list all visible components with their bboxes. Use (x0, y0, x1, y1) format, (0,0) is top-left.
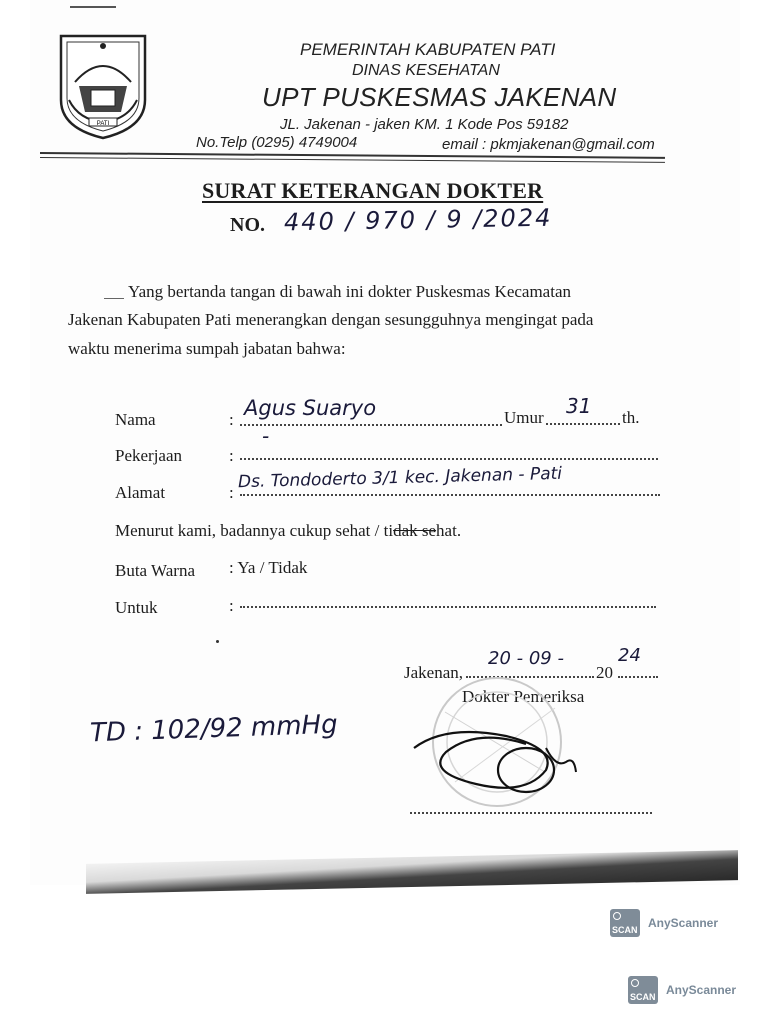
year-prefix: 20 (596, 663, 613, 682)
address-dotted-line (240, 494, 660, 496)
color-blind-label: Buta Warna (115, 561, 195, 580)
job-dotted-line (240, 458, 658, 460)
health-statement-struck: dak se (393, 521, 437, 540)
color-blind-options: : Ya / Tidak (229, 558, 308, 577)
name-handwritten: Agus Suaryo (244, 396, 377, 420)
scanner-label: AnyScanner (666, 983, 737, 997)
date-handwritten: 20 - 09 - (488, 648, 564, 669)
scanner-watermark (610, 909, 718, 937)
address-handwritten: Ds. Tondoderto 3/1 kec. Jakenan - Pati (237, 463, 563, 493)
ink-dot (216, 640, 219, 643)
institution-email: email : pkmjakenan@gmail.com (442, 136, 655, 153)
age-handwritten: 31 (566, 394, 592, 418)
place-label: Jakenan, (404, 663, 464, 682)
document-number-label: NO. (230, 214, 265, 236)
regency-emblem-logo (55, 30, 151, 142)
scan-edge-mark (70, 6, 116, 8)
doctor-signature (406, 718, 586, 798)
age-label: Umur (504, 408, 544, 427)
agency-header-line: DINAS KESEHATAN (352, 62, 500, 79)
health-statement-prefix: Menurut kami, badannya cukup sehat / ti (115, 521, 394, 540)
scanner-app-icon: SCAN (610, 909, 640, 937)
year-handwritten: 24 (618, 645, 641, 666)
scanner-label: AnyScanner (648, 916, 719, 930)
examiner-role: Dokter Pemeriksa (462, 687, 585, 706)
health-statement-suffix: hat. (436, 521, 462, 540)
pen-stroke-mark (104, 298, 124, 299)
name-label: Nama (115, 410, 156, 429)
name-dotted-line (240, 424, 502, 426)
intro-line-2: Jakenan Kabupaten Pati menerangkan dengan sesungguhnya mengingat pada (68, 310, 594, 329)
document-number-handwritten: 440 / 970 / 9 /2024 (283, 203, 553, 237)
job-handwritten: - (262, 424, 270, 448)
institution-name: UPT PUSKESMAS JAKENAN (262, 82, 617, 112)
address-colon: : (229, 483, 234, 502)
job-colon: : (229, 446, 234, 465)
health-statement (115, 521, 461, 541)
job-label: Pekerjaan (115, 446, 183, 465)
purpose-colon: : (229, 596, 234, 615)
intro-line-1: Yang bertanda tangan di bawah ini dokter Puskesmas Kecamatan (128, 282, 571, 301)
purpose-label: Untuk (115, 598, 158, 617)
age-dotted-line (546, 423, 620, 425)
institution-phone: No.Telp (0295) 4749004 (196, 134, 358, 151)
svg-text:PATI: PATI (96, 121, 110, 127)
age-unit: th. (622, 408, 640, 427)
document-title: SURAT KETERANGAN DOKTER (202, 178, 544, 203)
blood-pressure-note: TD : 102/92 mmHg (89, 709, 339, 749)
address-label: Alamat (115, 483, 166, 502)
signature-dotted-line (410, 812, 652, 814)
year-dotted-line (618, 676, 658, 678)
name-colon: : (229, 410, 234, 429)
gov-header-line: PEMERINTAH KABUPATEN PATI (300, 40, 556, 59)
scanner-app-icon: SCAN (628, 976, 658, 1004)
purpose-dotted-line (240, 606, 656, 608)
intro-line-3: waktu menerima sumpah jabatan bahwa: (68, 339, 346, 358)
scanner-watermark (628, 976, 736, 1004)
institution-address: JL. Jakenan - jaken KM. 1 Kode Pos 59182 (280, 116, 569, 133)
